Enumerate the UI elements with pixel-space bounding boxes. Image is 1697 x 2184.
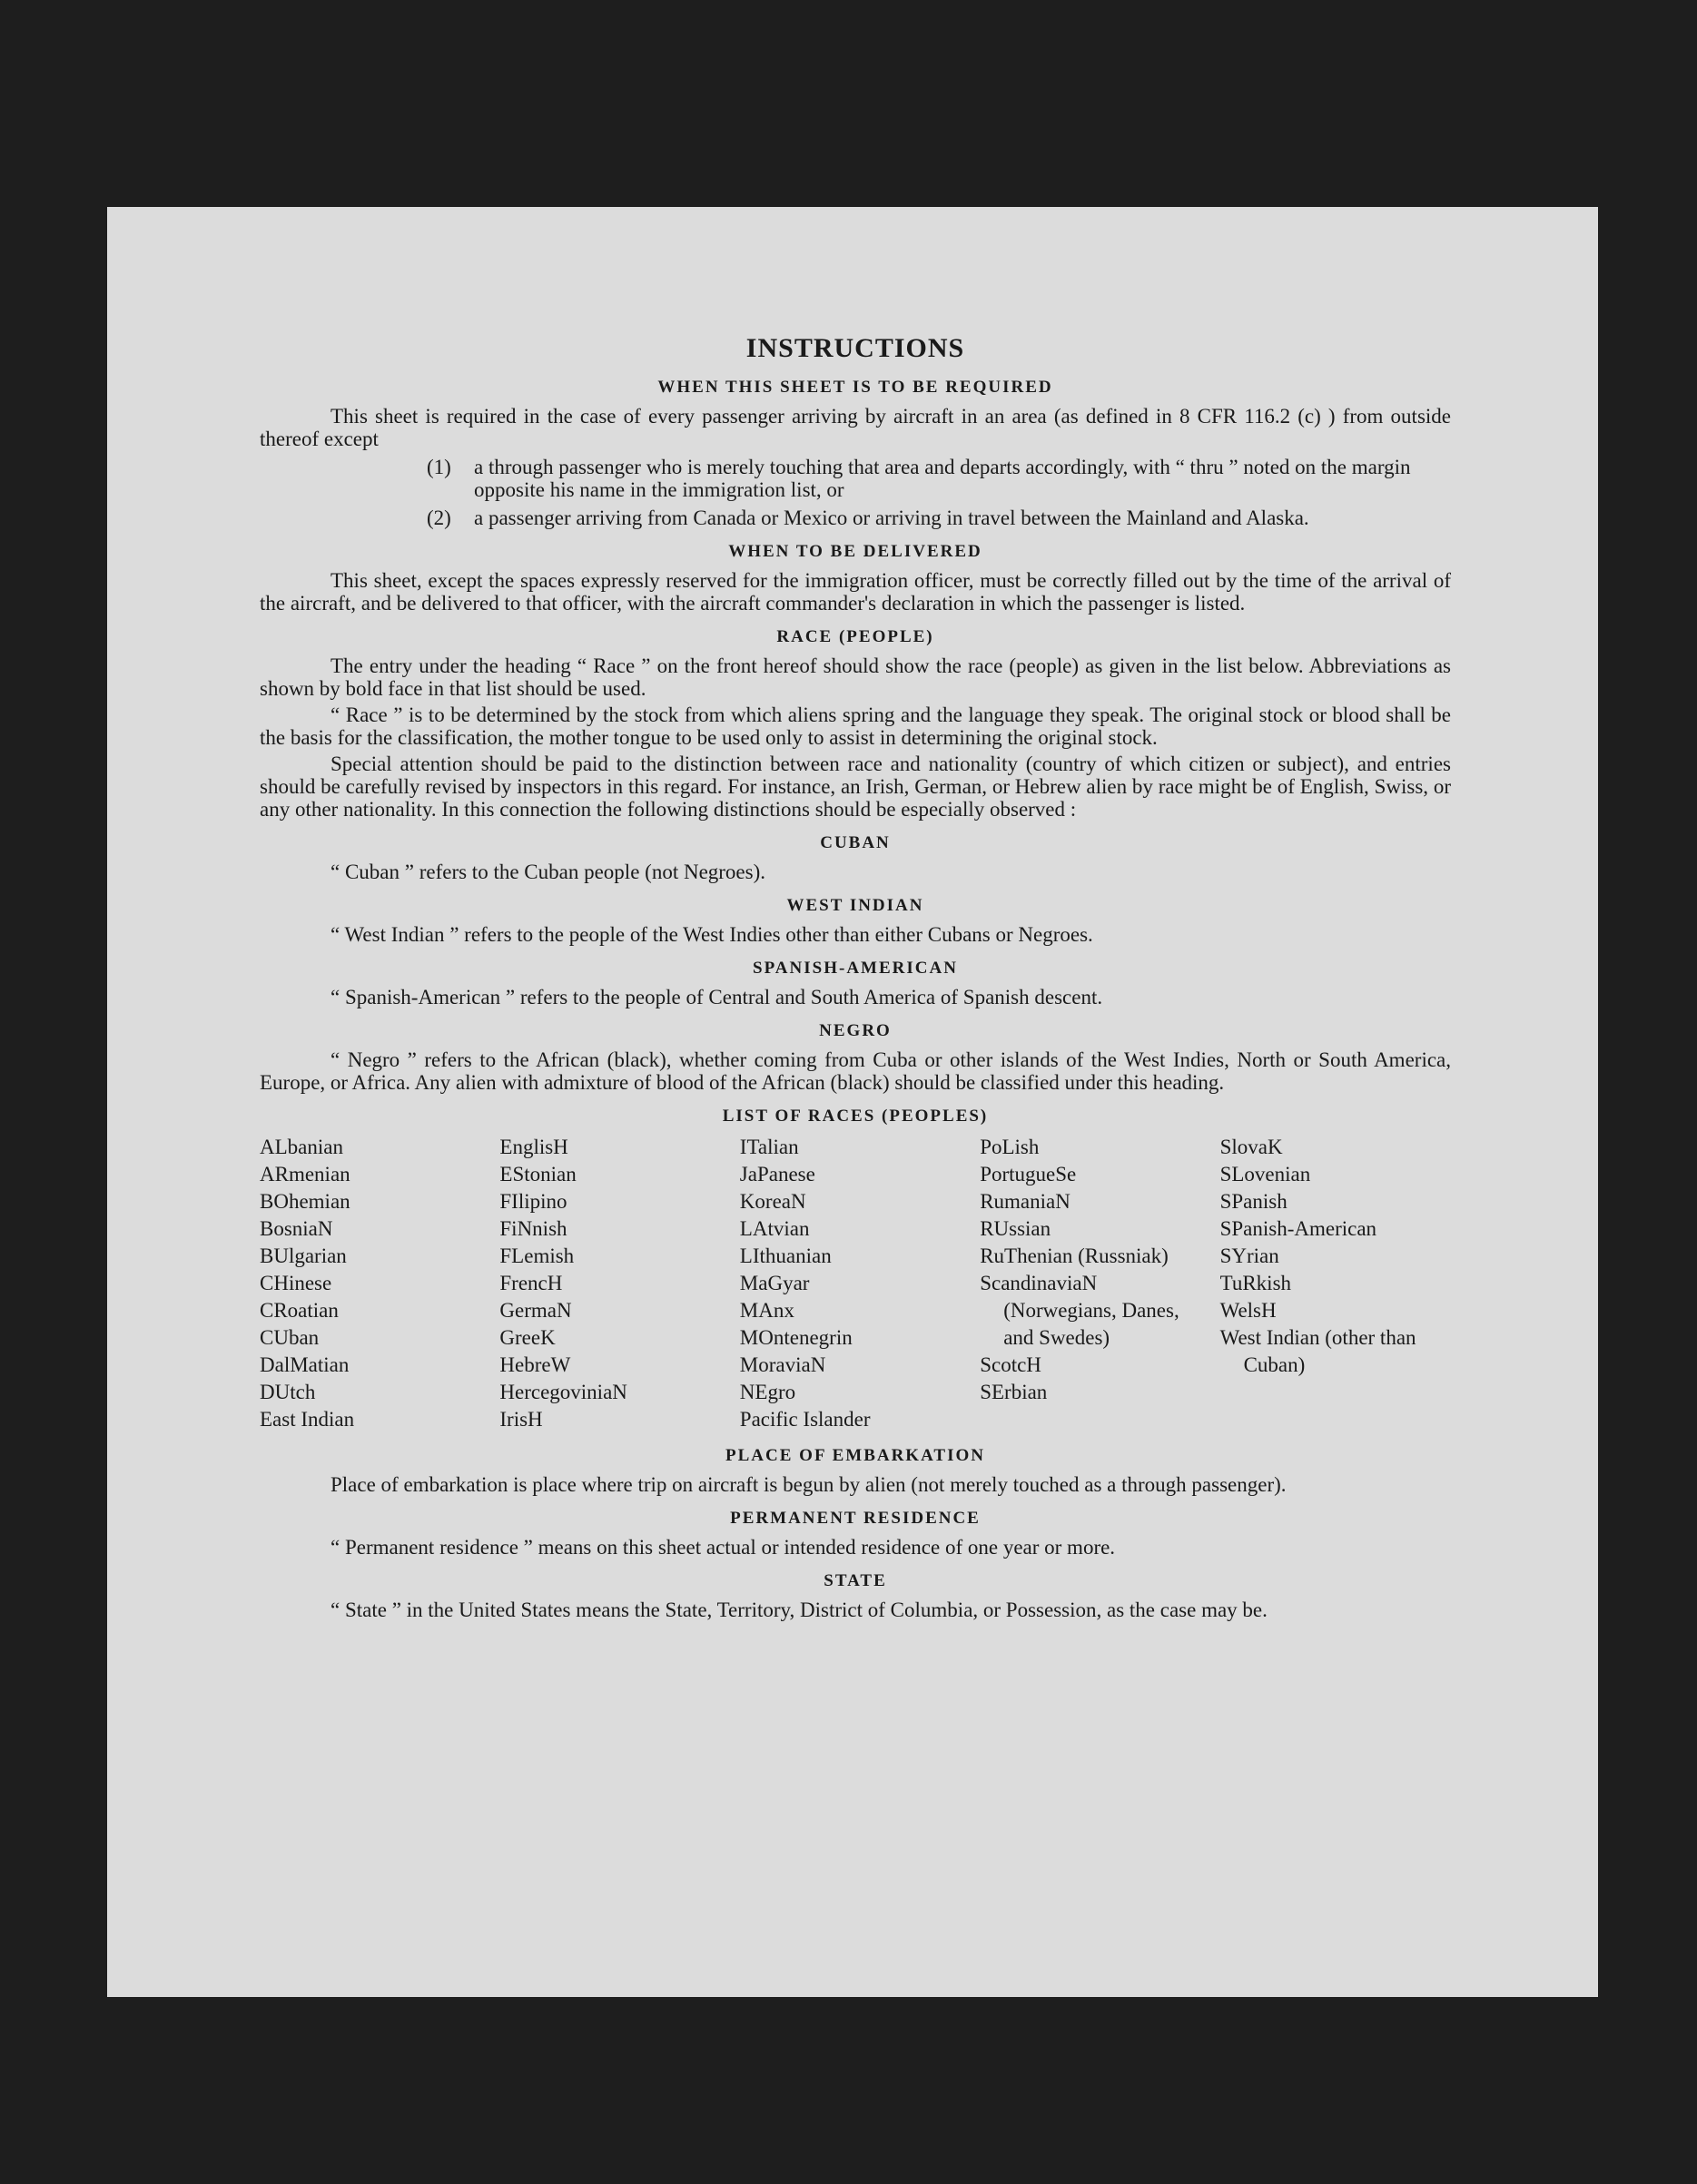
race-entry: ALbanian [260, 1136, 343, 1158]
races-column-3 [740, 1134, 971, 1433]
race-entry: SPanish-American [1219, 1217, 1377, 1240]
document-sheet [107, 207, 1598, 1997]
item-number: (1) [427, 456, 451, 478]
races-column-2 [499, 1134, 730, 1433]
race-entry: KoreaN [739, 1190, 806, 1213]
race-entry: SLovenian [1219, 1163, 1311, 1185]
race-entry: SErbian [980, 1381, 1048, 1403]
delivered-text: This sheet, except the spaces expressly reserved for the immigration officer, must be correctly filled out by the time of the arrival of the aircraft, and be delivered to that officer, with the aircraft commander's declaration in which the passenger is listed. [260, 569, 1451, 615]
race-entry: ARmenian [260, 1163, 350, 1185]
heading-spanish-american: SPANISH-AMERICAN [753, 959, 958, 978]
heading-when-delivered: WHEN TO BE DELIVERED [728, 542, 982, 561]
race-entry: RuThenian (Russniak) [980, 1244, 1169, 1267]
race-entry: NEgro [739, 1381, 796, 1403]
race-entry: EnglisH [499, 1136, 568, 1158]
instructions-content [260, 332, 1451, 1625]
race-entry: EStonian [499, 1163, 577, 1185]
race-entry: LIthuanian [739, 1244, 832, 1267]
race-entry: BOhemian [260, 1190, 350, 1213]
race-entry: West Indian (other than Cuban) [1219, 1326, 1416, 1376]
race-entry: ScandinaviaN (Norwegians, Danes, and Swedes) [980, 1272, 1179, 1349]
race-entry: BUlgarian [260, 1244, 347, 1267]
heading-state: STATE [824, 1571, 887, 1590]
item-text: a passenger arriving from Canada or Mexico or arriving in travel between the Mainland and Alaska. [474, 507, 1309, 529]
heading-west-indian: WEST INDIAN [786, 896, 924, 915]
races-column-4 [980, 1134, 1210, 1433]
race-entry: Pacific Islander [739, 1408, 871, 1431]
race-entry: CHinese [260, 1272, 332, 1294]
required-intro: This sheet is required in the case of every passenger arriving by aircraft in an area (as defined in 8 CFR 116.2 (c) ) from outside thereof except [260, 405, 1451, 450]
race-entry: MOntenegrin [739, 1326, 853, 1349]
race-entry: East Indian [260, 1408, 355, 1431]
spanish-american-text: “ Spanish-American ” refers to the people of Central and South America of Spanish descent. [331, 986, 1103, 1008]
race-entry: PortugueSe [980, 1163, 1077, 1185]
required-item-1 [260, 456, 1451, 501]
page-title: INSTRUCTIONS [745, 333, 965, 363]
state-text: “ State ” in the United States means the State, Territory, District of Columbia, or Possession, as the case may be. [331, 1599, 1268, 1621]
races-list [260, 1134, 1451, 1433]
race-paragraph-2: “ Race ” is to be determined by the stock from which aliens spring and the language they speak. The original stock or blood shall be the basis for the classification, the mother tongue to be used only to assist in determining the original stock. [260, 703, 1451, 749]
race-entry: RUssian [980, 1217, 1051, 1240]
race-entry: RumaniaN [980, 1190, 1070, 1213]
race-entry: CRoatian [260, 1299, 339, 1322]
race-entry: FiNnish [499, 1217, 567, 1240]
race-entry: JaPanese [739, 1163, 815, 1185]
heading-embarkation: PLACE OF EMBARKATION [725, 1446, 985, 1465]
race-entry: SYrian [1219, 1244, 1279, 1267]
race-entry: MAnx [739, 1299, 794, 1322]
race-entry: PoLish [980, 1136, 1040, 1158]
race-entry: FLemish [499, 1244, 575, 1267]
race-entry: BosniaN [260, 1217, 333, 1240]
race-entry: ITalian [739, 1136, 799, 1158]
race-paragraph-1: The entry under the heading “ Race ” on the front hereof should show the race (people) as given in the list below. Abbreviations as shown by bold face in that list should be used. [260, 654, 1451, 700]
race-entry: ScotcH [980, 1353, 1041, 1376]
race-entry: WelsH [1219, 1299, 1277, 1322]
heading-list-of-races: LIST OF RACES (PEOPLES) [722, 1107, 989, 1126]
heading-negro: NEGRO [819, 1021, 892, 1040]
item-number: (2) [427, 507, 451, 529]
heading-permanent-residence: PERMANENT RESIDENCE [730, 1509, 981, 1528]
races-column-1 [260, 1134, 490, 1433]
race-entry: MoraviaN [739, 1353, 826, 1376]
race-entry: SPanish [1219, 1190, 1288, 1213]
race-entry: CUban [260, 1326, 320, 1349]
race-entry: MaGyar [739, 1272, 810, 1294]
race-entry: SlovaK [1219, 1136, 1283, 1158]
heading-when-required: WHEN THIS SHEET IS TO BE REQUIRED [657, 378, 1053, 397]
west-indian-text: “ West Indian ” refers to the people of the West Indies other than either Cubans or Negroes. [331, 923, 1093, 946]
race-paragraph-3: Special attention should be paid to the distinction between race and nationality (country of which citizen or subject), and entries should be carefully revised by inspectors in this regard. For instance, an Irish, German, or Hebrew alien by race might be of English, Swiss, or any other nationality. In this connection the following distinctions should be especially observed : [260, 753, 1451, 821]
residence-text: “ Permanent residence ” means on this sheet actual or intended residence of one year or more. [331, 1536, 1116, 1559]
item-text: a through passenger who is merely touching that area and departs accordingly, with “ thru ” noted on the margin opposite his name in the immigration list, or [474, 456, 1411, 501]
race-entry: DUtch [260, 1381, 316, 1403]
race-entry: HercegoviniaN [499, 1381, 627, 1403]
heading-race: RACE (PEOPLE) [776, 627, 934, 646]
embarkation-text: Place of embarkation is place where trip on aircraft is begun by alien (not merely touched as a through passenger). [331, 1473, 1287, 1496]
race-entry: IrisH [499, 1408, 543, 1431]
race-entry: FrencH [499, 1272, 563, 1294]
required-item-2 [260, 507, 1451, 529]
race-entry: FIlipino [499, 1190, 567, 1213]
cuban-text: “ Cuban ” refers to the Cuban people (not Negroes). [331, 861, 766, 883]
race-entry: GreeK [499, 1326, 556, 1349]
races-column-5 [1220, 1134, 1451, 1433]
race-entry: GermaN [499, 1299, 572, 1322]
negro-text: “ Negro ” refers to the African (black), whether coming from Cuba or other islands of the West Indies, North or South America, Europe, or Africa. Any alien with admixture of blood of the African (black) should be classified under this heading. [260, 1048, 1451, 1094]
race-entry: DalMatian [260, 1353, 350, 1376]
race-entry: TuRkish [1219, 1272, 1292, 1294]
race-entry: HebreW [499, 1353, 571, 1376]
race-entry: LAtvian [739, 1217, 810, 1240]
heading-cuban: CUBAN [820, 833, 891, 852]
